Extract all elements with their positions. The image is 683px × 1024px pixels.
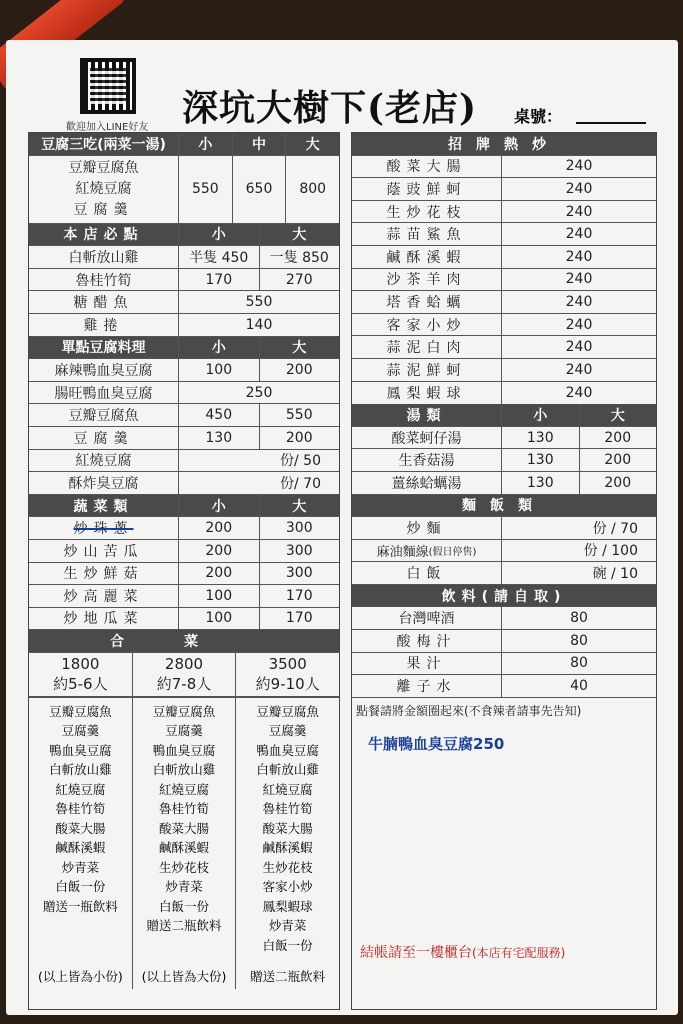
- menu-row[interactable]: [29, 314, 339, 337]
- size-label: 小: [179, 224, 260, 246]
- combo-item: 白斬放山雞: [152, 762, 216, 778]
- menu-row[interactable]: [352, 449, 656, 472]
- price-small: 450: [179, 404, 260, 426]
- section-title: 飲料(請自取): [441, 588, 567, 605]
- menu-row[interactable]: [29, 404, 339, 427]
- restaurant-title: 深坑大樹下(老店): [182, 87, 478, 129]
- price-large: 170: [285, 587, 313, 604]
- price: 550: [245, 294, 273, 311]
- menu-row[interactable]: [352, 427, 656, 450]
- section-title: 湯類: [352, 404, 502, 426]
- combo-header: [29, 630, 339, 653]
- price: 240: [565, 180, 593, 197]
- combo-set-1[interactable]: [29, 653, 133, 696]
- drink-name: 離子水: [352, 675, 502, 697]
- dish-name: 酸菜蚵仔湯: [352, 427, 502, 449]
- stir-fry-header: [352, 133, 656, 156]
- dish-name: 豆腐羹: [73, 201, 134, 218]
- dish-name: 紅燒豆腐: [29, 450, 179, 472]
- dish-name: 蒜苗鯊魚: [352, 223, 502, 245]
- combo-item: 鹹酥溪蝦: [55, 840, 106, 856]
- price: 240: [565, 226, 593, 243]
- combo-item: 白飯一份: [159, 898, 210, 914]
- menu-row[interactable]: [29, 269, 339, 292]
- combo-items-col-3: [236, 698, 339, 989]
- dish-name: 麻辣鴨血臭豆腐: [29, 359, 179, 381]
- combo-footnote: (以上皆為小份): [37, 969, 123, 985]
- price-large: 300: [285, 565, 313, 582]
- price-small: 200: [179, 540, 260, 562]
- combo-item: 鴨血臭豆腐: [152, 742, 216, 758]
- combo-set-3[interactable]: [236, 653, 339, 696]
- combo-item: 酸菜大腸: [159, 820, 210, 836]
- combo-item: 豆瓣豆腐魚: [152, 703, 216, 719]
- size-label: 中: [233, 133, 287, 155]
- menu-row[interactable]: [352, 246, 656, 269]
- price-small: 130: [179, 427, 260, 449]
- qr-caption: 歡迎加入LINE好友: [66, 122, 149, 133]
- section-title: 單點豆腐料理: [29, 337, 179, 359]
- menu-row[interactable]: [29, 585, 339, 608]
- table-number-line[interactable]: [576, 122, 646, 124]
- dish-name: 魯桂竹筍: [29, 269, 179, 291]
- combo-item: 豆腐羹: [268, 723, 307, 739]
- combo-items-col-1: [29, 698, 133, 989]
- price: 份 / 100: [583, 543, 638, 560]
- price-small: 100: [179, 585, 260, 607]
- dish-name-with-note: [352, 540, 502, 562]
- notes-area: [352, 698, 656, 966]
- checkout-note: [360, 942, 565, 962]
- dish-name: 蒜泥白肉: [352, 336, 502, 358]
- dish-note: (假日停售): [428, 546, 477, 558]
- size-label: 小: [179, 337, 260, 359]
- price: 240: [565, 384, 593, 401]
- price-large: 200: [604, 429, 632, 446]
- menu-row[interactable]: [352, 178, 656, 201]
- table-number-label: 桌號：: [514, 107, 563, 126]
- menu-row[interactable]: [352, 336, 656, 359]
- price: 800: [299, 181, 327, 198]
- price-small: 半隻 450: [179, 246, 260, 268]
- combo-items-col-2: [133, 698, 237, 989]
- combo-item: 炒青菜: [165, 879, 203, 895]
- dish-name: 沙茶羊肉: [352, 269, 502, 291]
- dish-name: 炒珠蔥: [29, 517, 179, 539]
- price-small: 130: [502, 472, 580, 494]
- price: 240: [565, 203, 593, 220]
- menu-row[interactable]: [352, 359, 656, 382]
- combo-item: 豆腐羹: [61, 723, 100, 739]
- combo-item: 豆瓣豆腐魚: [49, 703, 112, 719]
- dish-name: 炒高麗菜: [29, 585, 179, 607]
- dish-name: 炒地瓜菜: [29, 608, 179, 630]
- price-large: 550: [285, 407, 313, 424]
- price-small: 100: [179, 608, 260, 630]
- combo-item: 炒青菜: [61, 859, 100, 875]
- menu-row[interactable]: [352, 630, 656, 653]
- price: 碗 / 10: [592, 566, 638, 583]
- dish-name: 麻油麵線: [376, 544, 429, 560]
- menu-row-crossed-out[interactable]: [29, 517, 339, 540]
- dish-name: 酸菜大腸: [352, 156, 502, 178]
- combo-item: 鴨血臭豆腐: [256, 742, 319, 758]
- right-menu-column: [351, 132, 657, 1010]
- price: 550: [179, 156, 233, 223]
- price-small: 130: [502, 427, 580, 449]
- section-title: 蔬菜類: [29, 495, 179, 517]
- price: 650: [233, 156, 287, 223]
- left-menu-column: [28, 132, 340, 1010]
- dish-name: 蒜泥鮮蚵: [352, 359, 502, 381]
- menu-row[interactable]: [352, 382, 656, 405]
- tofu-trio-row[interactable]: [29, 156, 339, 224]
- dish-name: 白斬放山雞: [29, 246, 179, 268]
- combo-item: 贈送二瓶飲料: [146, 918, 222, 934]
- price: 40: [570, 678, 588, 695]
- menu-row[interactable]: [29, 563, 339, 586]
- menu-row[interactable]: [29, 382, 339, 405]
- dish-name: 蔭豉鮮蚵: [352, 178, 502, 200]
- menu-row[interactable]: [29, 608, 339, 631]
- menu-row[interactable]: [352, 653, 656, 676]
- combo-footnote: (以上皆為大份): [141, 969, 227, 985]
- combo-people: 約9-10人: [255, 675, 320, 694]
- menu-row[interactable]: [352, 517, 656, 540]
- dish-name: 白飯: [352, 562, 502, 584]
- combo-item: 紅燒豆腐: [159, 781, 210, 797]
- tofu-trio-header: [29, 133, 339, 156]
- dish-name: 腸旺鴨血臭豆腐: [29, 382, 179, 404]
- menu-sheet: [6, 40, 678, 1015]
- price-small: 200: [179, 563, 260, 585]
- menu-row[interactable]: [29, 450, 339, 473]
- combo-price: 2800: [164, 655, 204, 674]
- price: 80: [570, 610, 588, 627]
- price-small: 170: [179, 269, 260, 291]
- menu-row[interactable]: [352, 562, 656, 585]
- combo-price: 1800: [61, 655, 100, 674]
- menu-row[interactable]: [352, 675, 656, 698]
- checkout-text: 結帳請至一樓櫃台: [360, 944, 472, 961]
- dish-name: 豆瓣豆腐魚: [68, 159, 139, 176]
- section-title: 麵飯類: [462, 498, 546, 515]
- menu-row[interactable]: [29, 246, 339, 269]
- menu-row[interactable]: [352, 314, 656, 337]
- combo-item: 白斬放山雞: [256, 762, 319, 778]
- soups-header: [352, 404, 656, 427]
- price: 240: [565, 271, 593, 288]
- price-small: 100: [179, 359, 260, 381]
- combo-item: 紅燒豆腐: [55, 781, 106, 797]
- price-large: 300: [285, 542, 313, 559]
- menu-row[interactable]: [29, 427, 339, 450]
- drink-name: 台灣啤酒: [352, 607, 502, 629]
- size-label: 大: [292, 227, 307, 244]
- combo-item: 鴨血臭豆腐: [49, 742, 112, 758]
- combo-item: 鹹酥溪蝦: [159, 840, 210, 856]
- size-label: 大: [610, 407, 625, 424]
- price: 140: [245, 316, 273, 333]
- dish-name: 炒麵: [352, 517, 502, 539]
- qr-code-icon[interactable]: [80, 58, 136, 114]
- price-large: 200: [604, 474, 632, 491]
- price: 份/ 70: [280, 475, 321, 492]
- dish-name: 炒山苦瓜: [29, 540, 179, 562]
- price-large: 200: [285, 429, 313, 446]
- tofu-dishes-header: [29, 337, 339, 360]
- price-small: 200: [179, 517, 260, 539]
- combo-item: 魯桂竹筍: [159, 801, 210, 817]
- price-large: 170: [285, 610, 313, 627]
- menu-row[interactable]: [29, 359, 339, 382]
- menu-row[interactable]: [352, 201, 656, 224]
- price: 240: [565, 316, 593, 333]
- combo-set-2[interactable]: [133, 653, 237, 696]
- menu-row[interactable]: [352, 540, 656, 563]
- dish-name: 生香菇湯: [352, 449, 502, 471]
- menu-row[interactable]: [29, 540, 339, 563]
- price: 250: [245, 384, 273, 401]
- size-label: 小: [179, 495, 260, 517]
- dish-name: 薑絲蛤蠣湯: [352, 472, 502, 494]
- dish-name: 客家小炒: [352, 314, 502, 336]
- delivery-text: (本店有宅配服務): [472, 945, 566, 960]
- combo-item: 紅燒豆腐: [262, 781, 313, 797]
- combo-item: 鹹酥溪蝦: [262, 840, 313, 856]
- order-note: 點餐請將金額圈起來(不食辣者請事先告知): [356, 703, 582, 718]
- price-small: 130: [502, 449, 580, 471]
- dish-name: 紅燒豆腐: [75, 180, 132, 197]
- size-label: 大: [292, 340, 307, 357]
- size-label: 大: [305, 136, 320, 153]
- dish-name: 鳳梨蝦球: [352, 382, 502, 405]
- combo-item: 鳳梨蝦球: [262, 898, 313, 914]
- combo-footnote: 贈送二瓶飲料: [250, 969, 326, 985]
- combo-item: 生炒花枝: [159, 859, 210, 875]
- drink-name: 酸梅汁: [352, 630, 502, 652]
- combo-item: 白飯一份: [55, 879, 106, 895]
- dish-name: 塔香蛤蠣: [352, 291, 502, 313]
- tofu-trio-dishes: [29, 156, 179, 223]
- combo-item: 白斬放山雞: [49, 762, 112, 778]
- size-label: 小: [179, 133, 233, 155]
- price: 份/ 50: [280, 453, 321, 470]
- combo-item: 生炒花枝: [262, 859, 313, 875]
- price-large: 一隻 850: [269, 249, 329, 266]
- menu-row[interactable]: [29, 472, 339, 495]
- combo-price: 3500: [268, 655, 307, 674]
- price: 80: [570, 632, 588, 649]
- combo-item: 贈送一瓶飲料: [42, 898, 118, 914]
- combo-item: 魯桂竹筍: [55, 801, 106, 817]
- menu-row[interactable]: [352, 269, 656, 292]
- price-large: 300: [285, 520, 313, 537]
- size-label: 小: [502, 404, 580, 426]
- drinks-header: [352, 585, 656, 608]
- dish-name: 生炒花枝: [352, 201, 502, 223]
- combo-items: [29, 697, 339, 989]
- noodles-header: [352, 495, 656, 518]
- combo-item: 酸菜大腸: [262, 820, 313, 836]
- price: 240: [565, 158, 593, 175]
- size-label: 大: [292, 498, 307, 515]
- price: 80: [570, 655, 588, 672]
- dish-name: 豆瓣豆腐魚: [29, 404, 179, 426]
- section-title: 招牌熱炒: [448, 136, 560, 153]
- price-large: 200: [285, 361, 313, 378]
- price-large: 200: [604, 452, 632, 469]
- dish-name: 糖醋魚: [29, 291, 179, 313]
- price-large: 270: [285, 271, 313, 288]
- combo-people: 約5-6人: [53, 675, 108, 694]
- price: 240: [565, 361, 593, 378]
- combo-item: 酸菜大腸: [55, 820, 106, 836]
- price: 240: [565, 248, 593, 265]
- price: 份 / 70: [592, 520, 638, 537]
- menu-row[interactable]: [352, 472, 656, 495]
- combo-people: 約7-8人: [156, 675, 212, 694]
- dish-name: 酥炸臭豆腐: [29, 472, 179, 494]
- combo-item: 白飯一份: [262, 937, 313, 953]
- combo-item: 魯桂竹筍: [262, 801, 313, 817]
- dish-name: 豆腐羹: [29, 427, 179, 449]
- handwritten-note: 牛腩鴨血臭豆腐250: [368, 734, 505, 753]
- price: 240: [565, 339, 593, 356]
- menu-row[interactable]: [352, 291, 656, 314]
- dish-name: 生炒鮮菇: [29, 563, 179, 585]
- vegetables-header: [29, 495, 339, 518]
- price: 240: [565, 293, 593, 310]
- dish-name: 鹹酥溪蝦: [352, 246, 502, 268]
- combo-item: 炒青菜: [268, 918, 307, 934]
- combo-item: 客家小炒: [262, 879, 313, 895]
- combo-item: 豆瓣豆腐魚: [256, 703, 319, 719]
- drink-name: 果汁: [352, 653, 502, 675]
- menu-row[interactable]: [352, 223, 656, 246]
- section-title: 合菜: [110, 634, 258, 651]
- section-title: 本店必點: [29, 224, 179, 246]
- combo-item: 豆腐羹: [165, 723, 203, 739]
- menu-row[interactable]: [352, 156, 656, 179]
- section-title: 豆腐三吃(兩菜一湯): [29, 133, 179, 155]
- menu-row[interactable]: [352, 607, 656, 630]
- menu-row[interactable]: [29, 291, 339, 314]
- signature-header: [29, 224, 339, 247]
- dish-name: 雞捲: [29, 314, 179, 336]
- combo-price-row[interactable]: [29, 653, 339, 697]
